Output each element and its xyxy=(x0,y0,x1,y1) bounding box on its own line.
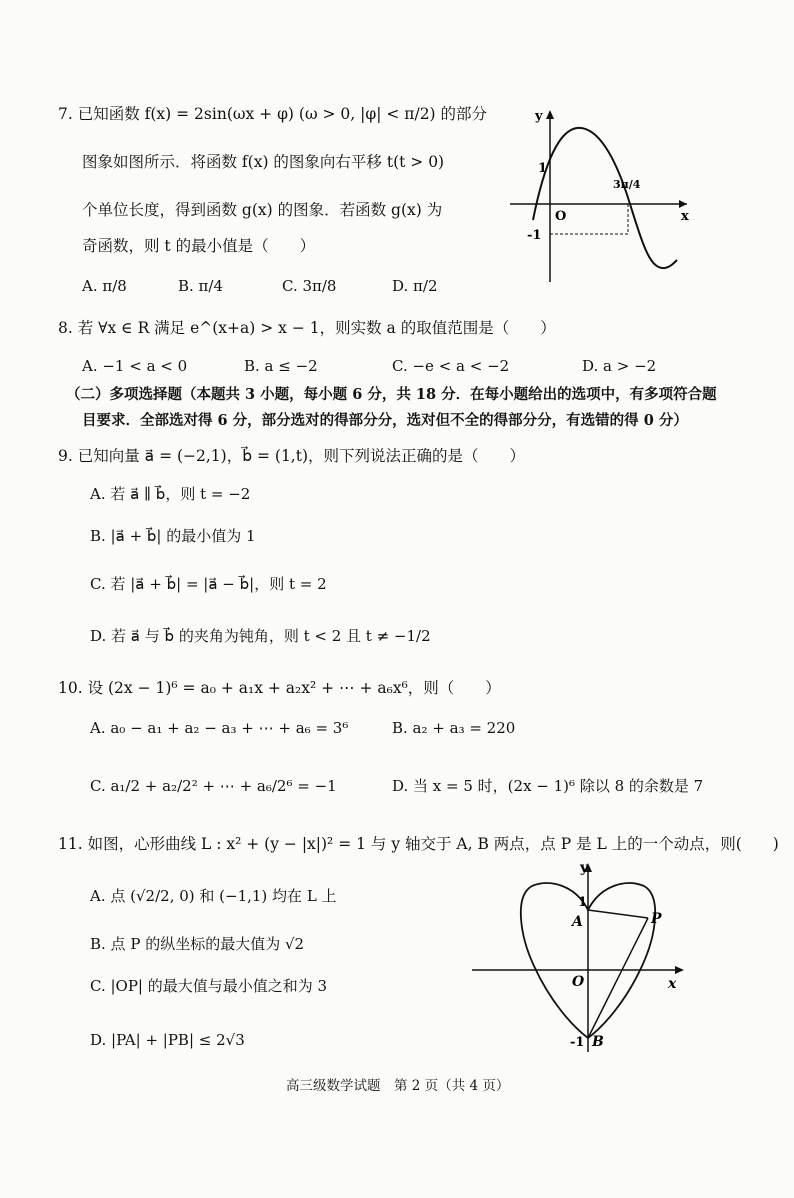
section-header-line1: （二）多项选择题（本题共 3 小题，每小题 6 分，共 18 分．在每小题给出的选项中，有多项符合题 xyxy=(66,386,717,403)
q11-segment-pb xyxy=(588,918,648,1038)
q11-option-b: B. 点 P 的纵坐标的最大值为 √2 xyxy=(90,935,305,953)
q7-tick-1: 1 xyxy=(538,161,548,176)
q7-x-label: x xyxy=(681,209,689,224)
q11-point-p: P xyxy=(651,911,662,927)
q7-tick-3pi4: 3π/4 xyxy=(613,178,641,191)
q7-y-label: y xyxy=(535,109,543,124)
q11-point-a: A xyxy=(572,914,583,930)
q7-stem-line1: 7. 已知函数 f(x) = 2sin(ωx + φ) (ω > 0, |φ| < π/2) 的部分 xyxy=(58,105,488,123)
section-header-line2: 目要求．全部选对得 6 分，部分选对的得部分分，选对但不全的得部分分，有选错的得 0 分） xyxy=(82,412,688,429)
q10-option-d: D. 当 x = 5 时，(2x − 1)⁶ 除以 8 的余数是 7 xyxy=(392,777,704,795)
q7-option-b: B. π/4 xyxy=(178,277,224,295)
q10-option-c: C. a₁/2 + a₂/2² + ⋯ + a₆/2⁶ = −1 xyxy=(90,777,337,795)
q11-x-label: x xyxy=(668,976,677,992)
q11-stem: 11. 如图，心形曲线 L : x² + (y − |x|)² = 1 与 y 轴交于 A, B 两点，点 P 是 L 上的一个动点，则( ) xyxy=(58,835,779,853)
q9-stem: 9. 已知向量 a⃗ = (−2,1)，b⃗ = (1,t)，则下列说法正确的是（ ） xyxy=(58,447,526,465)
q11-option-c: C. |OP| 的最大值与最小值之和为 3 xyxy=(90,977,328,995)
q11-segment-pa xyxy=(588,910,648,918)
q7-option-d: D. π/2 xyxy=(392,277,438,295)
q11-point-b: B xyxy=(592,1034,604,1050)
q8-option-a: A. −1 < a < 0 xyxy=(82,357,188,375)
q11-tick-1: 1 xyxy=(578,895,588,910)
q7-option-c: C. 3π/8 xyxy=(282,277,337,295)
q9-option-b: B. |a⃗ + b⃗| 的最小值为 1 xyxy=(90,527,256,545)
q7-option-a: A. π/8 xyxy=(82,277,127,295)
q8-option-c: C. −e < a < −2 xyxy=(392,357,510,375)
q11-x-arrow-icon xyxy=(675,966,684,974)
q8-option-d: D. a > −2 xyxy=(582,357,657,375)
q10-option-a: A. a₀ − a₁ + a₂ − a₃ + ⋯ + a₆ = 3⁶ xyxy=(90,719,349,737)
q7-x-arrow-icon xyxy=(679,200,687,208)
q10-option-b: B. a₂ + a₃ = 220 xyxy=(392,719,516,737)
q7-y-arrow-icon xyxy=(546,110,554,119)
q7-sine-curve xyxy=(533,128,677,268)
q7-sine-figure xyxy=(505,100,695,290)
q7-stem-line3: 个单位长度，得到函数 g(x) 的图象．若函数 g(x) 为 xyxy=(82,201,443,219)
page-footer: 高三级数学试题 第 2 页（共 4 页） xyxy=(286,1078,510,1094)
q9-option-a: A. 若 a⃗ ∥ b⃗，则 t = −2 xyxy=(90,485,251,503)
q7-origin-label: O xyxy=(555,209,567,224)
q8-stem: 8. 若 ∀x ∈ R 满足 e^(x+a) > x − 1，则实数 a 的取值范围是（ ） xyxy=(58,319,556,337)
q11-heart-figure xyxy=(468,856,692,1056)
q11-y-label: y xyxy=(580,860,589,876)
q10-stem: 10. 设 (2x − 1)⁶ = a₀ + a₁x + a₂x² + ⋯ + a₆x⁶，则（ ） xyxy=(58,679,501,697)
q11-option-d: D. |PA| + |PB| ≤ 2√3 xyxy=(90,1031,245,1049)
q9-option-d: D. 若 a⃗ 与 b⃗ 的夹角为钝角，则 t < 2 且 t ≠ −1/2 xyxy=(90,627,431,645)
q7-stem-line4: 奇函数，则 t 的最小值是（ ） xyxy=(82,237,316,255)
q11-tick-neg1: -1 xyxy=(570,1035,585,1050)
q7-stem-line2: 图象如图所示．将函数 f(x) 的图象向右平移 t(t > 0) xyxy=(82,153,445,171)
q9-option-c: C. 若 |a⃗ + b⃗| = |a⃗ − b⃗|，则 t = 2 xyxy=(90,575,327,593)
q11-option-a: A. 点 (√2/2, 0) 和 (−1,1) 均在 L 上 xyxy=(90,887,337,905)
q8-option-b: B. a ≤ −2 xyxy=(244,357,318,375)
q7-tick-neg1: -1 xyxy=(527,228,542,243)
q11-origin-label: O xyxy=(572,974,585,990)
